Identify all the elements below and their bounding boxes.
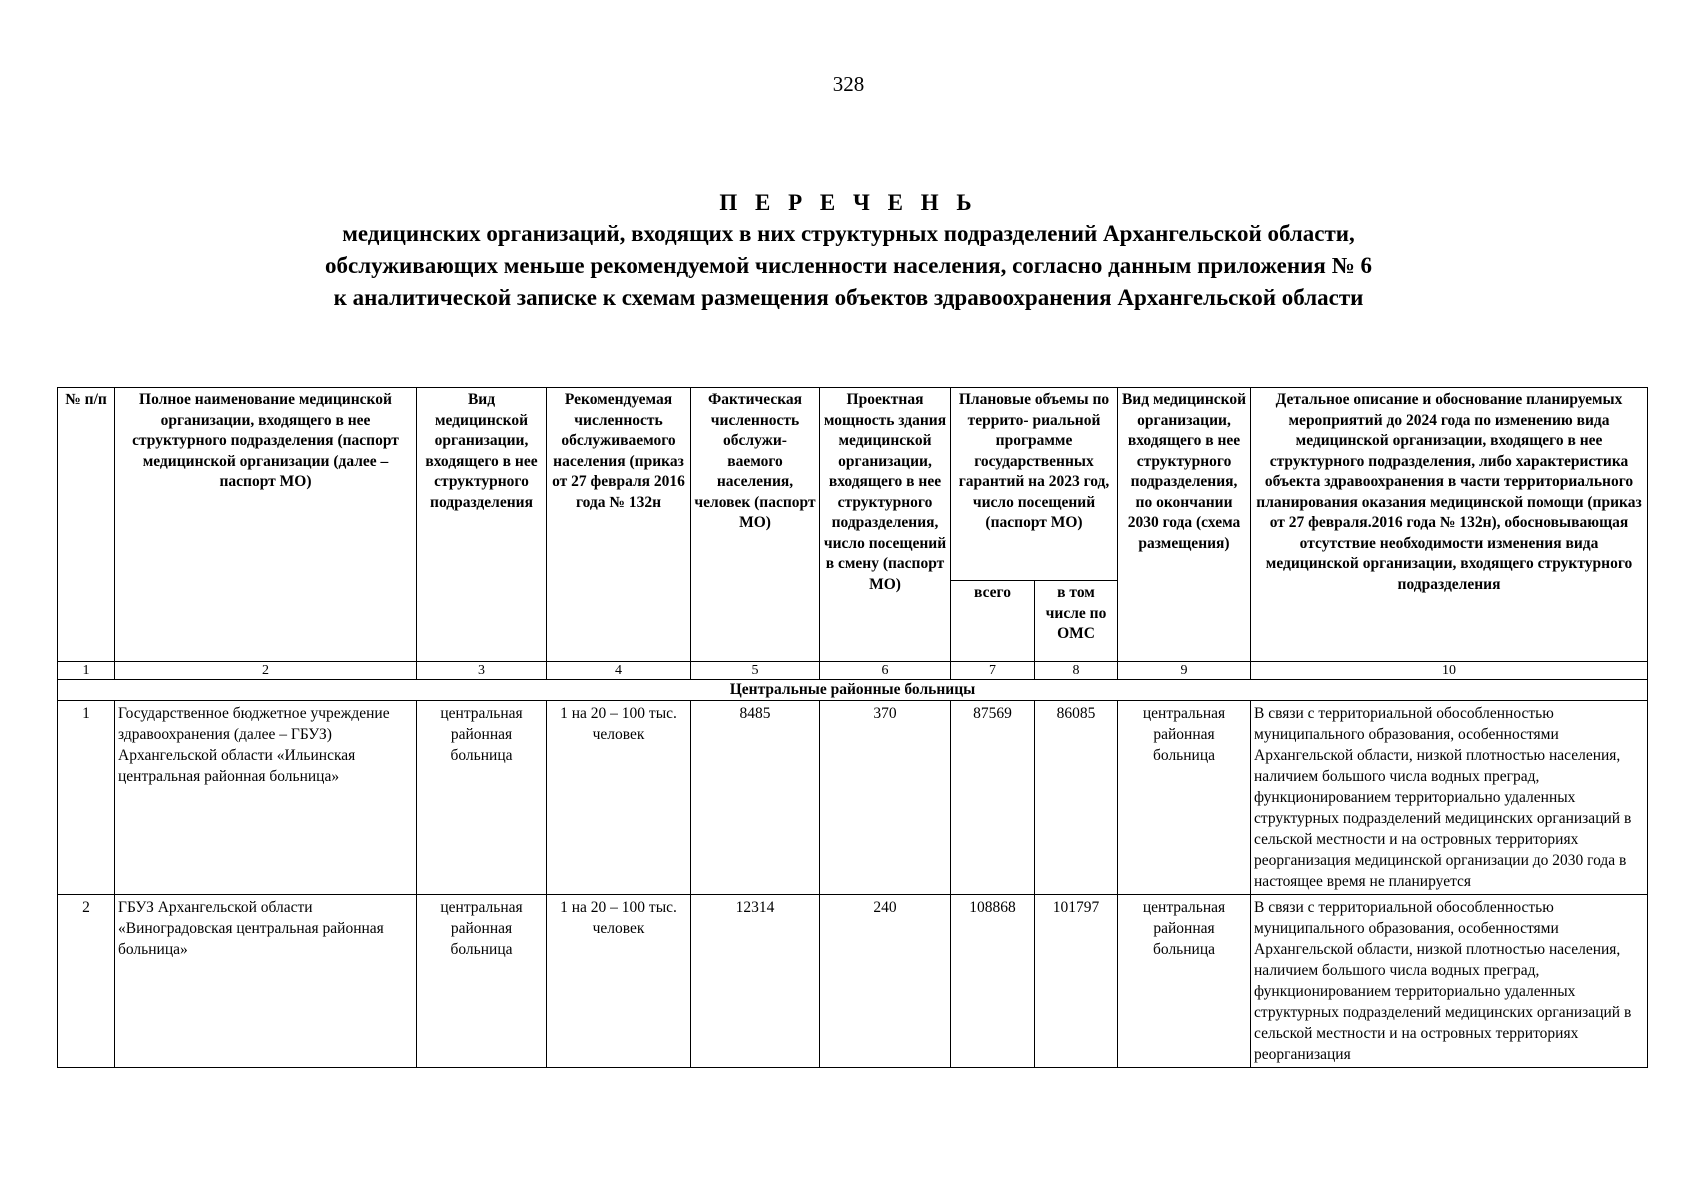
header-type-2030: Вид медицинской организации, входящего в нее структурного подразделения, по окончании 2030 года (схема размещения) <box>1118 388 1251 662</box>
column-number: 5 <box>691 662 820 680</box>
header-description: Детальное описание и обоснование планируемых мероприятий до 2024 года по изменению вида медицинской организации, входящего в нее структурного подразделения, либо характеристика объекта здравоохранения в части территориального планирования оказания медицинской помощи (приказ от 27 февраля.2016 года № 132н), обосновывающая отсутствие необходимости изменения вида медицинской организации, входящего структурного подразделения <box>1251 388 1648 662</box>
row-capacity: 240 <box>820 895 951 1068</box>
row-description: В связи с территориальной обособленностью муниципального образования, особенностями Архангельской области, низкой плотностью населения, наличием большого числа водных преград, функционированием территориально удаленных структурных подразделений медицинских организаций в сельской местности и на островных территориях реорганизация <box>1251 895 1648 1068</box>
column-number: 7 <box>951 662 1035 680</box>
header-plan-group: Плановые объемы по террито- риальной программе государственных гарантий на 2023 год, число посещений (паспорт МО) <box>951 388 1118 581</box>
table-row <box>58 895 1648 1068</box>
header-plan-oms: в том числе по ОМС <box>1035 581 1118 662</box>
title-line-1: медицинских организаций, входящих в них структурных подразделений Архангельской области, <box>342 221 1355 246</box>
column-number: 6 <box>820 662 951 680</box>
column-number: 8 <box>1035 662 1118 680</box>
column-number: 9 <box>1118 662 1251 680</box>
header-recommended: Рекомендуемая численность обслуживаемого населения (приказ от 27 февраля 2016 года № 132н <box>547 388 691 662</box>
header-name: Полное наименование медицинской организации, входящего в нее структурного подразделения (паспорт медицинской организации (далее – паспорт МО) <box>115 388 417 662</box>
row-plan-oms: 101797 <box>1035 895 1118 1068</box>
header-row <box>58 388 1648 581</box>
row-name: ГБУЗ Архангельской области «Виноградовская центральная районная больница» <box>115 895 417 1068</box>
column-number: 1 <box>58 662 115 680</box>
organizations-table <box>57 387 1648 1068</box>
title-line-2: обслуживающих меньше рекомендуемой численности населения, согласно данным приложения № 6 <box>325 253 1372 278</box>
column-number: 4 <box>547 662 691 680</box>
column-number: 10 <box>1251 662 1648 680</box>
header-number: № п/п <box>58 388 115 662</box>
row-number: 2 <box>58 895 115 1068</box>
row-description: В связи с территориальной обособленностью муниципального образования, особенностями Архангельской области, низкой плотностью населения, наличием большого числа водных преград, функционированием территориально удаленных структурных подразделений медицинских организаций в сельской местности и на островных территориях реорганизация медицинской организации до 2030 года в настоящее время не планируется <box>1251 701 1648 895</box>
table-row <box>58 701 1648 895</box>
row-type: центральная районная больница <box>417 895 547 1068</box>
document-title <box>0 188 1697 314</box>
page-number: 328 <box>832 72 865 96</box>
section-title: Центральные районные больницы <box>58 680 1648 701</box>
row-recommended: 1 на 20 – 100 тыс. человек <box>547 701 691 895</box>
column-numbers-row <box>58 662 1648 680</box>
header-actual: Фактическая численность обслужи- ваемого населения, человек (паспорт МО) <box>691 388 820 662</box>
column-number: 2 <box>115 662 417 680</box>
row-number: 1 <box>58 701 115 895</box>
row-actual: 8485 <box>691 701 820 895</box>
row-recommended: 1 на 20 – 100 тыс. человек <box>547 895 691 1068</box>
section-row <box>58 680 1648 701</box>
row-plan-total: 87569 <box>951 701 1035 895</box>
row-plan-total: 108868 <box>951 895 1035 1068</box>
header-plan-total: всего <box>951 581 1035 662</box>
title-line-3: к аналитической записке к схемам размещения объектов здравоохранения Архангельской области <box>333 285 1364 310</box>
title-heading: П Е Р Е Ч Е Н Ь <box>719 190 978 215</box>
row-type-2030: центральная районная больница <box>1118 895 1251 1068</box>
row-plan-oms: 86085 <box>1035 701 1118 895</box>
row-name: Государственное бюджетное учреждение здравоохранения (далее – ГБУЗ) Архангельской области «Ильинская центральная районная больница» <box>115 701 417 895</box>
row-type-2030: центральная районная больница <box>1118 701 1251 895</box>
row-capacity: 370 <box>820 701 951 895</box>
row-type: центральная районная больница <box>417 701 547 895</box>
header-capacity: Проектная мощность здания медицинской организации, входящего в нее структурного подразделения, число посещений в смену (паспорт МО) <box>820 388 951 662</box>
row-actual: 12314 <box>691 895 820 1068</box>
column-number: 3 <box>417 662 547 680</box>
header-type: Вид медицинской организации, входящего в нее структурного подразделения <box>417 388 547 662</box>
